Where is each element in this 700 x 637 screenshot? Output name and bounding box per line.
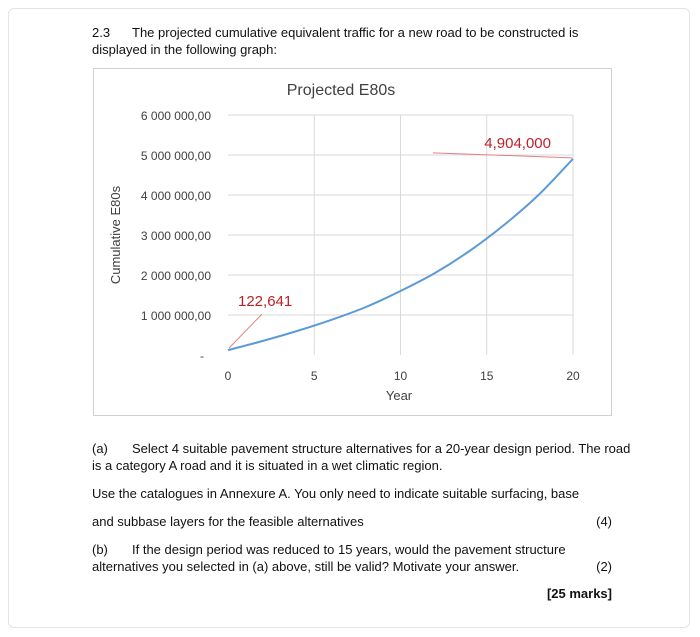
- y-tick-label: 3 000 000,00: [140, 229, 211, 243]
- part-a-line4: and subbase layers for the feasible alternatives: [92, 514, 364, 529]
- part-a-line3: Use the catalogues in Annexure A. You only need to indicate suitable surfacing, base: [92, 486, 580, 501]
- part-b-line2: alternatives you selected in (a) above, still be valid? Motivate your answer.: [92, 559, 520, 574]
- y-tick-label: 4 000 000,00: [140, 189, 211, 203]
- part-a-label: (a): [92, 441, 108, 456]
- y-axis-label: Cumulative E80s: [108, 185, 123, 285]
- x-axis-label: Year: [385, 388, 413, 403]
- data-label: 122,641: [238, 293, 293, 311]
- part-b-text1: If the design period was reduced to 15 years, would the pavement structure: [132, 542, 566, 557]
- x-tick-label: 20: [566, 369, 580, 383]
- total-marks: [25 marks]: [546, 586, 612, 601]
- part-a-text1: Select 4 suitable pavement structure alternatives for a 20-year design period. The road: [132, 441, 631, 456]
- marks-layer: [141, 109, 580, 383]
- part-a-marks: (4): [596, 514, 612, 529]
- data-label: 4,904,000: [484, 134, 551, 152]
- x-tick-label: 5: [310, 369, 318, 383]
- question-number: 2.3: [92, 25, 111, 40]
- chart-title: Projected E80s: [286, 82, 396, 99]
- part-a-line1: [92, 440, 630, 457]
- y-tick-label: 1 000 000,00: [140, 309, 211, 323]
- part-b-line1: [92, 541, 566, 558]
- chart-frame: [93, 68, 612, 416]
- chart-svg: [94, 69, 613, 417]
- question-intro-line1: [92, 24, 578, 41]
- y-tick-label: 6 000 000,00: [140, 109, 211, 123]
- y-tick-label: 2 000 000,00: [140, 269, 211, 283]
- part-a-line2: is a category A road and it is situated in a wet climatic region.: [92, 458, 443, 473]
- question-intro-line2: displayed in the following graph:: [92, 42, 278, 57]
- x-tick-label: 0: [224, 369, 232, 383]
- y-tick-label: -: [200, 349, 204, 363]
- part-b-label: (b): [92, 542, 108, 557]
- part-b-marks: (2): [596, 559, 612, 574]
- x-tick-label: 15: [480, 369, 494, 383]
- y-tick-label: 5 000 000,00: [140, 149, 211, 163]
- question-intro-text: The projected cumulative equivalent traffic for a new road to be constructed is: [132, 25, 579, 40]
- x-tick-label: 10: [393, 369, 408, 383]
